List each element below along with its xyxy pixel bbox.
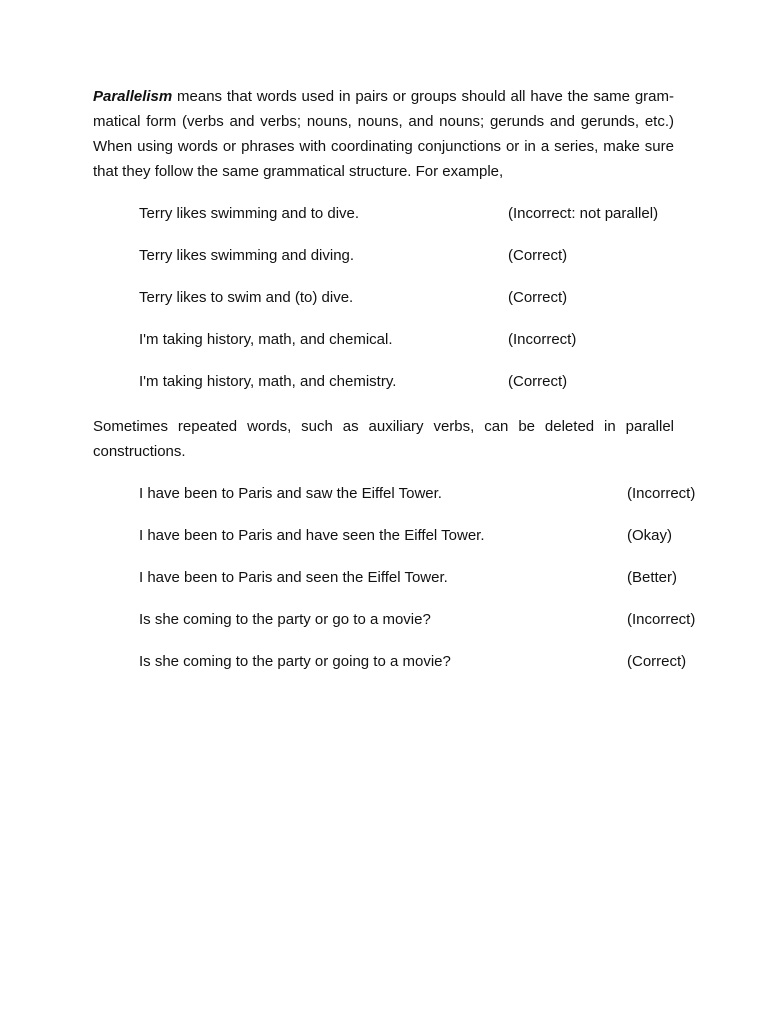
examples-list-1 xyxy=(93,204,674,414)
example-verdict: (Incorrect) xyxy=(627,611,696,628)
example-sentence: Is she coming to the party or going to a movie? xyxy=(139,653,451,670)
intro-text: means that words used in pairs or groups should all have the same gram-matical form (verbs and verbs; nouns, nouns, and nouns; gerunds and gerunds, etc.) When using words or phrases with coordinating conjunctions or in a series, make sure that they follow the same grammatical structure. For example, xyxy=(93,88,674,180)
example-verdict: (Correct) xyxy=(627,653,687,670)
example-verdict: (Okay) xyxy=(627,527,672,544)
intro-paragraph xyxy=(93,84,674,184)
example-row xyxy=(93,484,696,526)
example-row xyxy=(93,652,687,694)
example-verdict: (Correct) xyxy=(508,247,568,264)
example-sentence: I have been to Paris and saw the Eiffel Tower. xyxy=(139,485,442,502)
example-sentence: Terry likes swimming and diving. xyxy=(139,247,355,264)
example-row xyxy=(93,330,674,372)
term-parallelism: Parallelism xyxy=(93,88,173,105)
second-paragraph: Sometimes repeated words, such as auxiliary verbs, can be deleted in parallel constructions. xyxy=(93,418,674,460)
example-row xyxy=(93,246,674,288)
document-page xyxy=(93,84,696,694)
example-sentence: I have been to Paris and seen the Eiffel Tower. xyxy=(139,569,448,586)
examples-list-2 xyxy=(93,484,696,694)
example-sentence: Terry likes to swim and (to) dive. xyxy=(139,289,354,306)
example-verdict: (Correct) xyxy=(508,289,568,306)
example-row xyxy=(93,372,674,414)
example-sentence: I'm taking history, math, and chemistry. xyxy=(139,373,397,390)
example-verdict: (Better) xyxy=(627,569,678,586)
example-sentence: I'm taking history, math, and chemical. xyxy=(139,331,393,348)
example-sentence: Terry likes swimming and to dive. xyxy=(139,205,360,222)
example-row xyxy=(93,204,674,246)
example-row xyxy=(93,526,674,568)
example-verdict: (Correct) xyxy=(508,373,568,390)
example-row xyxy=(93,610,696,652)
example-sentence: Is she coming to the party or go to a movie? xyxy=(139,611,431,628)
example-verdict: (Incorrect) xyxy=(627,485,696,502)
example-row xyxy=(93,568,678,610)
example-row xyxy=(93,288,674,330)
example-sentence: I have been to Paris and have seen the Eiffel Tower. xyxy=(139,527,485,544)
example-verdict: (Incorrect: not parallel) xyxy=(508,205,659,222)
example-verdict: (Incorrect) xyxy=(508,331,577,348)
